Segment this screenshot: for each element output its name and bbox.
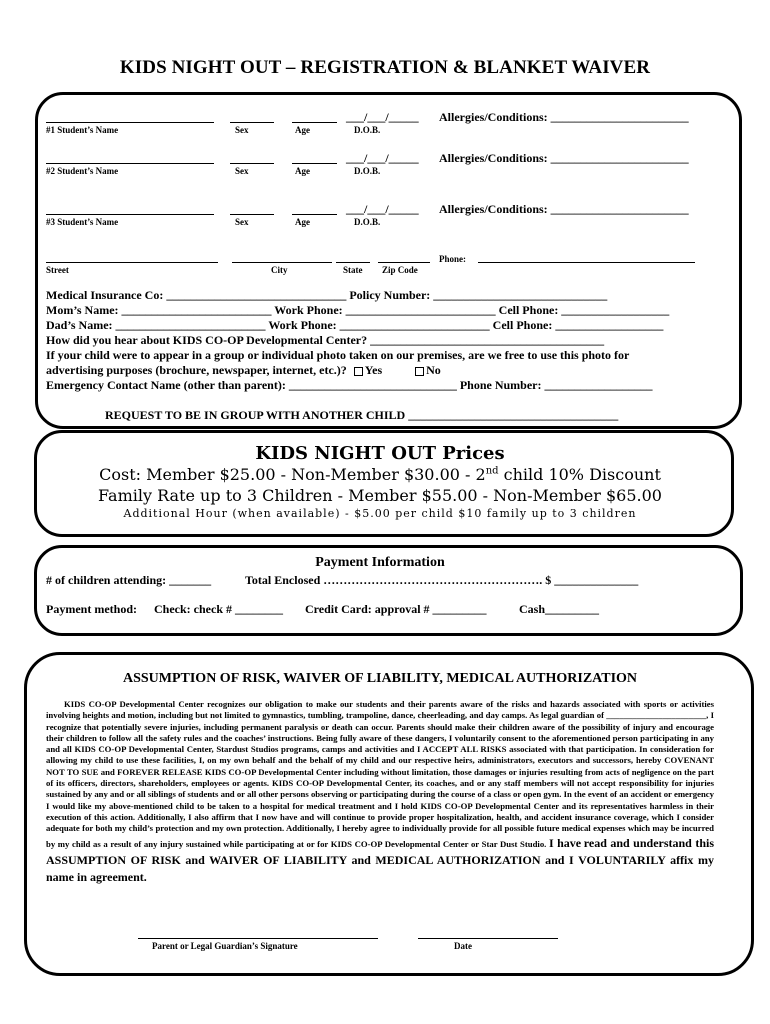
- prices-line-2: Family Rate up to 3 Children - Member $55.00 - Non-Member $65.00: [98, 486, 662, 505]
- prices-heading: KIDS NIGHT OUT Prices: [255, 443, 505, 464]
- ordinal-suffix: nd: [485, 465, 499, 477]
- sex-label: Sex: [235, 217, 249, 227]
- age-field[interactable]: [292, 163, 337, 164]
- student-name-field[interactable]: [46, 122, 214, 123]
- student-name-label: #2 Student’s Name: [46, 166, 119, 176]
- dob-field[interactable]: ___/___/_____: [346, 110, 419, 124]
- emergency-line[interactable]: Emergency Contact Name (other than parent): ____________________________ Phone Number: __________________: [46, 378, 653, 392]
- street-label: Street: [46, 265, 69, 275]
- allergies-field[interactable]: Allergies/Conditions: _______________________: [439, 151, 689, 165]
- sex-field[interactable]: [230, 122, 274, 123]
- mom-line[interactable]: Mom’s Name: _________________________ Work Phone: _________________________ Cell Phone: __________________: [46, 303, 670, 317]
- waiver-body-text: KIDS CO-OP Developmental Center recognizes our obligation to make our students and their parents aware of the risks and hazards associated with sports or activities involving heights and motion, including but not limited to gymnastics, tumbling, trampoline, dance, cheerleading, and day camps. As legal guardian of _______________________, I recognize that potentially severe injuries, including permanent paralysis or death can occur. Parents should make their children aware of the possibility of injury and encourage their children to follow all the safety rules and the coaches’ instructions. Being fully aware of these dangers, I voluntarily consent to the aforementioned person participating in any and all KIDS CO-OP Developmental Center, Stardust Studios programs, camps and activities and I ACCEPT ALL RISKS associated with that participation. In consideration for allowing my child to use these facilities, I, on my own behalf and the behalf of my child and our respective heirs, administrators, executors and successors, hereby COVENANT NOT TO SUE and FOREVER RELEASE KIDS CO-OP Developmental Center including without limitation, those damages or injuries resulting from acts of negligence on the part of its officers, directors, shareholders, employees or agents. KIDS CO-OP Developmental Center, its coaches, and or any staff members will not accept responsibility for injuries sustained by any and or all siblings of students and or all other persons observing or participating during the course of a class or open gym. In the event of an accident or emergency I would like my above-mentioned child to be taken to a hospital for medical treatment and I hold KIDS CO-OP Developmental Center and its representatives harmless in their execution of this action. Additionally, I also affirm that I now have and will continue to provide proper hospitalization, health, and accident insurance coverage, which I consider adequate for both my child’s protection and my own protection. Additionally, I hereby agree to individually provide for all possible future medical expenses which may be incurred by my child as a result of any injury sustained while participating at or for KIDS CO-OP Developmental Center or Star Dust Studio.: [46, 699, 714, 849]
- waiver-body: [46, 699, 714, 886]
- waiver-closing-start: I have: [549, 835, 582, 850]
- sex-label: Sex: [235, 166, 249, 176]
- payment-method-label: Payment method:: [46, 602, 137, 616]
- student-name-label: #3 Student’s Name: [46, 217, 119, 227]
- check-field[interactable]: Check: check # ________: [154, 602, 283, 616]
- prices-line-1-end: child 10% Discount: [498, 465, 661, 484]
- date-field[interactable]: [418, 938, 558, 939]
- city-field[interactable]: [232, 262, 332, 263]
- street-field[interactable]: [46, 262, 218, 263]
- state-label: State: [343, 265, 363, 275]
- group-request-line[interactable]: REQUEST TO BE IN GROUP WITH ANOTHER CHILD ___________________________________: [105, 408, 619, 422]
- dad-line[interactable]: Dad’s Name: _________________________ Work Phone: _________________________ Cell Phone: __________________: [46, 318, 664, 332]
- prices-line-3: Additional Hour (when available) - $5.00 per child $10 family up to 3 children: [123, 507, 637, 520]
- student-name-field[interactable]: [46, 163, 214, 164]
- signature-field[interactable]: [138, 938, 378, 939]
- referral-line[interactable]: How did you hear about KIDS CO-OP Developmental Center? _______________________________________: [46, 333, 605, 347]
- age-label: Age: [295, 125, 310, 135]
- dob-label: D.O.B.: [354, 217, 381, 227]
- state-field[interactable]: [336, 262, 370, 263]
- age-label: Age: [295, 217, 310, 227]
- age-label: Age: [295, 166, 310, 176]
- student-name-label: #1 Student’s Name: [46, 125, 119, 135]
- sex-label: Sex: [235, 125, 249, 135]
- date-label: Date: [454, 941, 472, 951]
- city-label: City: [271, 265, 288, 275]
- dob-label: D.O.B.: [354, 166, 381, 176]
- waiver-closing: read and understand this ASSUMPTION OF RISK and WAIVER OF LIABILITY and MEDICAL AUTHORIZATION and I VOLUNTARILY affix my name in agreement.: [46, 835, 714, 884]
- age-field[interactable]: [292, 214, 337, 215]
- phone-label: Phone:: [439, 254, 466, 264]
- payment-heading: Payment Information: [315, 555, 445, 570]
- photo-question-text: advertising purposes (brochure, newspaper, internet, etc.)?: [46, 363, 347, 377]
- sex-field[interactable]: [230, 163, 274, 164]
- waiver-text: [46, 699, 714, 886]
- cash-field[interactable]: Cash_________: [519, 602, 600, 616]
- no-checkbox[interactable]: [415, 367, 424, 376]
- dob-field[interactable]: ___/___/_____: [346, 202, 419, 216]
- insurance-line[interactable]: Medical Insurance Co: ______________________________ Policy Number: _____________________________: [46, 288, 608, 302]
- page-title: KIDS NIGHT OUT – REGISTRATION & BLANKET WAIVER: [119, 57, 651, 78]
- prices-line-1: [0, 465, 760, 484]
- signature-label: Parent or Legal Guardian’s Signature: [152, 941, 298, 951]
- photo-question-2: [46, 363, 441, 378]
- credit-card-field[interactable]: Credit Card: approval # _________: [305, 602, 487, 616]
- yes-checkbox[interactable]: [354, 367, 363, 376]
- dob-field[interactable]: ___/___/_____: [346, 151, 419, 165]
- photo-question: If your child were to appear in a group or individual photo taken on our premises, are we free to use this photo for: [46, 348, 630, 362]
- children-count-field[interactable]: # of children attending: _______: [46, 573, 212, 587]
- zip-label: Zip Code: [382, 265, 418, 275]
- no-label: No: [426, 363, 441, 377]
- allergies-field[interactable]: Allergies/Conditions: _______________________: [439, 110, 689, 124]
- age-field[interactable]: [292, 122, 337, 123]
- total-enclosed-field[interactable]: Total Enclosed ………………………………………………. $ ______________: [245, 573, 639, 587]
- prices-line-1-text: Cost: Member $25.00 - Non-Member $30.00 - 2: [99, 465, 486, 484]
- phone-field[interactable]: [478, 262, 695, 263]
- sex-field[interactable]: [230, 214, 274, 215]
- zip-field[interactable]: [378, 262, 430, 263]
- dob-label: D.O.B.: [354, 125, 381, 135]
- waiver-heading: ASSUMPTION OF RISK, WAIVER OF LIABILITY, MEDICAL AUTHORIZATION: [122, 671, 638, 686]
- yes-label: Yes: [364, 363, 383, 377]
- allergies-field[interactable]: Allergies/Conditions: _______________________: [439, 202, 689, 216]
- student-name-field[interactable]: [46, 214, 214, 215]
